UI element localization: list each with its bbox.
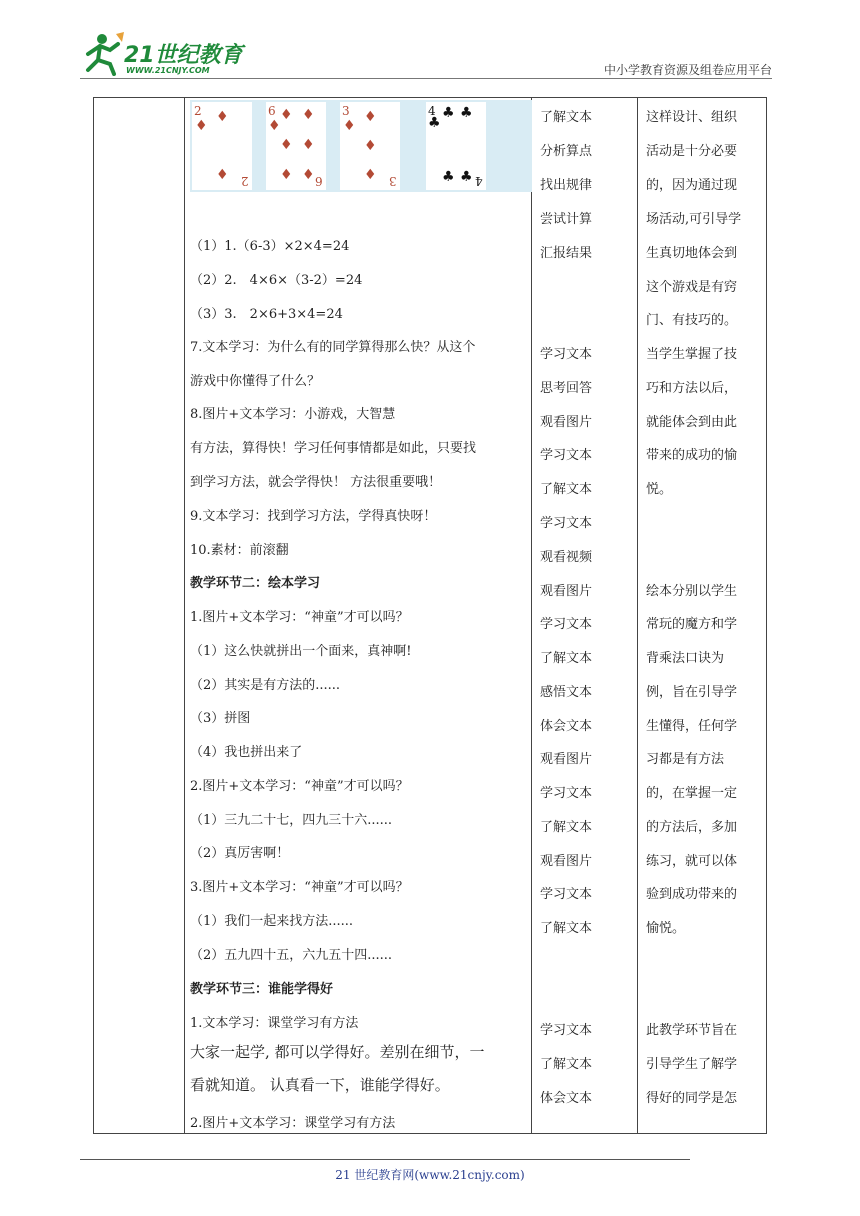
content-line: 7.文本学习：为什么有的同学算得那么快？从这个 [190,340,476,355]
activity-item: 分析算点 [540,144,593,159]
diamond-icon: ♦ [302,167,315,183]
header-divider [80,78,772,79]
content-line: （1）这么快就拼出一个面来，真神啊! [190,644,412,659]
intent-line: 生真切地体会到 [646,246,738,261]
card-rank: 6 [315,174,323,188]
activity-item: 尝试计算 [540,212,593,227]
content-line: 2.图片+文本学习：“神童”才可以吗？ [190,779,409,794]
intent-line: 悦。 [646,482,673,497]
content-line: （1）三九二十七，四九三十六...... [190,813,393,828]
diamond-icon: ♦ [280,107,293,123]
intent-line: 生懂得，任何学 [646,719,738,734]
activity-item: 观看视频 [540,550,593,565]
intent-line: 门、有技巧的。 [646,313,738,328]
intent-line: 的，因为通过现 [646,178,738,193]
section-heading: 教学环节二：绘本学习 [190,576,321,591]
column-divider [637,98,638,1133]
activity-item: 感悟文本 [540,685,593,700]
intent-line: 这样设计、组织 [646,110,738,125]
diamond-icon: ♦ [216,109,229,125]
club-icon: ♣ [442,169,455,185]
card-rank: 3 [342,104,350,118]
intent-line: 的，在掌握一定 [646,786,738,801]
playing-card [266,102,326,190]
activity-item: 学习文本 [540,786,593,801]
column-divider [531,98,532,1133]
activity-item: 学习文本 [540,617,593,632]
content-line: 3.图片+文本学习：“神童”才可以吗？ [190,880,409,895]
activity-item: 了解文本 [540,110,593,125]
activity-item: 了解文本 [540,482,593,497]
diamond-icon: ♦ [280,137,293,153]
activity-item: 学习文本 [540,448,593,463]
content-line: 10.素材：前滚翻 [190,543,289,558]
page-header [0,0,860,90]
playing-cards-image [190,100,532,192]
activity-item: 了解文本 [540,651,593,666]
column-divider [184,98,185,1133]
intent-line: 引导学生了解学 [646,1057,738,1072]
intent-line: 绘本分别以学生 [646,584,738,599]
card-rank: 3 [389,174,397,188]
activity-item: 了解文本 [540,1057,593,1072]
intent-line: 练习，就可以体 [646,854,738,869]
intent-line: 活动是十分必要 [646,144,738,159]
content-line: （1）我们一起来找方法...... [190,914,354,929]
activity-item: 了解文本 [540,921,593,936]
card-rank: 2 [241,174,249,188]
diamond-icon: ♦ [280,167,293,183]
diamond-icon: ♦ [302,107,315,123]
lesson-table [93,97,767,1134]
content-line: 9.文本学习：找到学习方法，学得真快呀！ [190,509,437,524]
playing-card [340,102,400,190]
runner-logo-icon [80,30,126,76]
diamond-icon: ♦ [343,118,356,134]
content-line: 1.文本学习：课堂学习有方法 [190,1016,359,1031]
intent-line: 愉悦。 [646,921,686,936]
content-line: （3）拼图 [190,711,251,726]
logo-url: WWW.21CNJY.COM [126,66,210,75]
activity-item: 观看图片 [540,584,593,599]
intent-line: 的方法后，多加 [646,820,738,835]
club-icon: ♣ [428,115,441,131]
footer-link[interactable]: 21 世纪教育网(www.21cnjy.com) [335,1168,525,1182]
footer-divider [80,1159,690,1160]
intent-line: 当学生掌握了技 [646,347,738,362]
intent-line: 带来的成功的愉 [646,448,738,463]
activity-item: 学习文本 [540,347,593,362]
diamond-icon: ♦ [364,167,377,183]
playing-card [192,102,252,190]
diamond-icon: ♦ [364,109,377,125]
activity-item: 学习文本 [540,516,593,531]
intent-line: 这个游戏是有窍 [646,280,738,295]
content-line: （3）3. 2×6+3×4=24 [190,307,343,322]
card-rank: 4 [475,174,483,188]
logo [80,30,250,78]
content-line: （2）2. 4×6×（3-2）=24 [190,273,363,288]
content-line: 8.图片+文本学习：小游戏，大智慧 [190,407,396,422]
intent-line: 习都是有方法 [646,752,725,767]
intent-line: 得好的同学是怎 [646,1091,738,1106]
logo-text: 21世纪教育 [124,43,243,68]
activity-item: 思考回答 [540,381,593,396]
activity-item: 观看图片 [540,752,593,767]
club-icon: ♣ [442,105,455,121]
intent-line: 此教学环节旨在 [646,1023,738,1038]
club-icon: ♣ [460,105,473,121]
activity-item: 找出规律 [540,178,593,193]
activity-item: 了解文本 [540,820,593,835]
club-icon: ♣ [460,169,473,185]
content-line: （2）其实是有方法的...... [190,678,341,693]
intent-line: 场活动,可引导学 [646,212,742,227]
content-line: （2）五九四十五，六九五十四...... [190,948,393,963]
diamond-icon: ♦ [216,167,229,183]
content-line: （4）我也拼出来了 [190,745,303,760]
activity-item: 观看图片 [540,854,593,869]
intent-line: 验到成功带来的 [646,887,738,902]
intent-line: 就能体会到由此 [646,415,738,430]
content-line: （2）真厉害啊！ [190,846,290,861]
section-heading: 教学环节三：谁能学得好 [190,982,334,997]
card-rank: 4 [428,104,436,118]
activity-item: 体会文本 [540,719,593,734]
content-line: 1.图片+文本学习：“神童”才可以吗？ [190,610,409,625]
diamond-icon: ♦ [364,138,377,154]
intent-line: 背乘法口诀为 [646,651,725,666]
diamond-icon: ♦ [195,118,208,134]
playing-card [426,102,486,190]
content-line: 到学习方法，就会学得快！ 方法很重要哦！ [190,475,442,490]
content-line: （1）1.（6-3）×2×4=24 [190,239,350,254]
diamond-icon: ♦ [268,118,281,134]
activity-item: 体会文本 [540,1091,593,1106]
intent-line: 巧和方法以后， [646,381,738,396]
content-line: 游戏中你懂得了什么？ [190,374,321,389]
content-line: 有方法，算得快！学习任何事情都是如此，只要找 [190,441,477,456]
card-rank: 6 [268,104,276,118]
content-line: 大家一起学, 都可以学得好。差别在细节，一 [190,1043,485,1061]
activity-item: 学习文本 [540,887,593,902]
card-rank: 2 [194,104,202,118]
content-line: 2.图片+文本学习：课堂学习有方法 [190,1116,396,1131]
intent-line: 例，旨在引导学 [646,685,738,700]
activity-item: 学习文本 [540,1023,593,1038]
content-line: 看就知道。 认真看一下，谁能学得好。 [190,1076,450,1094]
diamond-icon: ♦ [302,137,315,153]
intent-line: 常玩的魔方和学 [646,617,738,632]
activity-item: 汇报结果 [540,246,593,261]
platform-name: 中小学教育资源及组卷应用平台 [603,63,772,77]
activity-item: 观看图片 [540,415,593,430]
